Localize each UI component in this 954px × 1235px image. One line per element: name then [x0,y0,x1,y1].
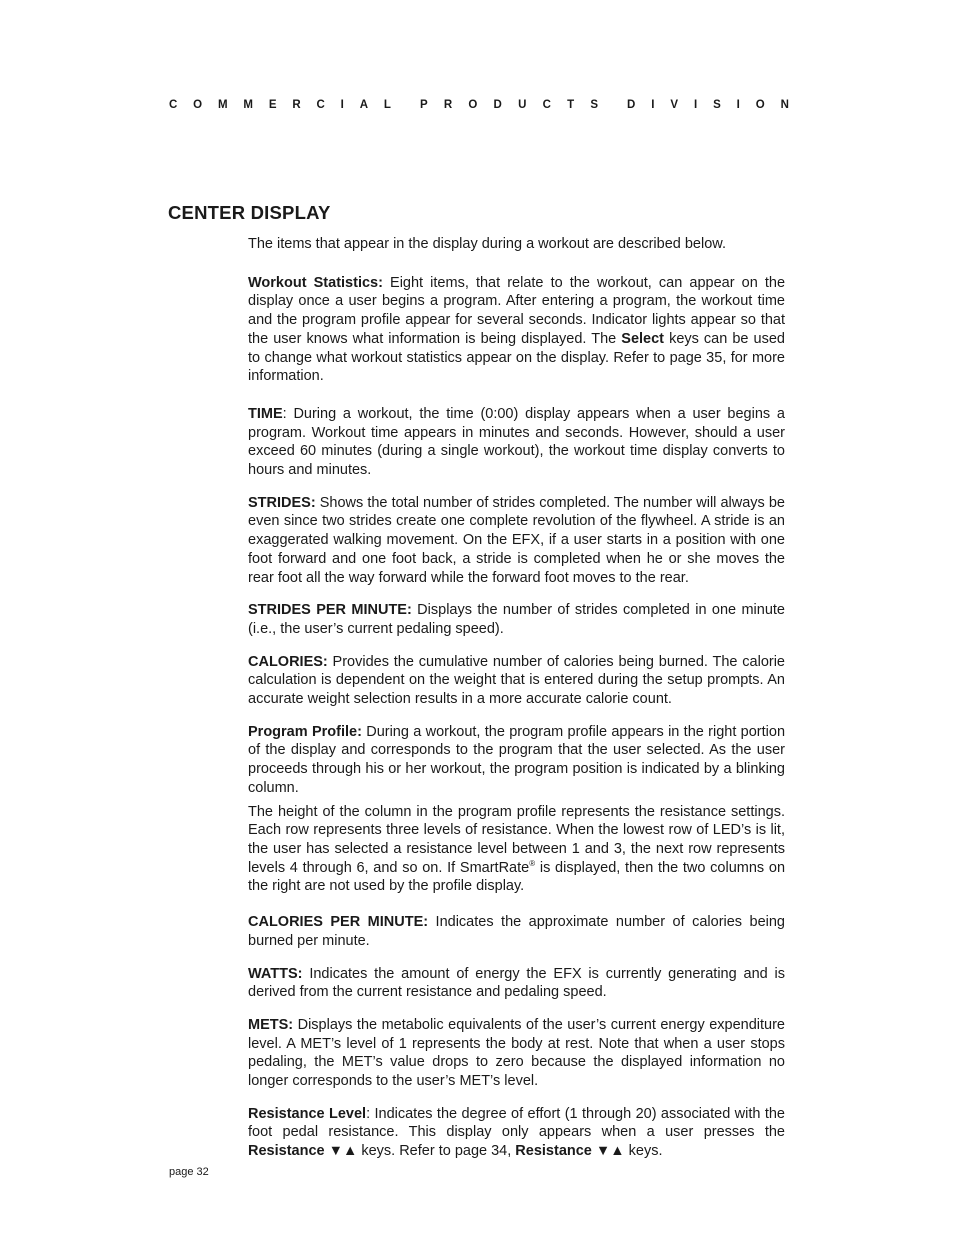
workout-statistics-paragraph [248,274,785,386]
intro-paragraph: The items that appear in the display during a workout are described below. [248,236,726,252]
time-label: TIME [248,405,283,422]
header-letter: D [627,99,636,111]
time-paragraph [248,405,785,480]
running-header [169,99,789,111]
program-profile-text: During a workout, the program profile appears in the right portion of the display and corresponds to the program that the user selected. As the user proceeds through his or her workout, the program position is indicated by a blinking column. [248,723,786,796]
workout-statistics-text-2: keys can be used to change what workout statistics appear on the display. Refer to page 35, for more information. [248,330,785,385]
calories-paragraph [248,653,785,709]
resistance-level-mid: keys. Refer to page 34, [357,1143,516,1160]
header-letter: M [217,99,228,111]
header-letter: D [493,99,502,111]
watts-paragraph [248,965,785,1002]
header-letter: V [670,99,679,111]
header-word-commercial [169,99,391,111]
header-letter: U [518,99,527,111]
header-letter: T [567,99,575,111]
header-letter: I [693,99,698,111]
select-keyword: Select [621,330,665,347]
header-letter: R [443,99,453,111]
header-letter: E [268,99,277,111]
header-word-division [627,99,789,111]
program-profile-text-2b: is displayed, then the two columns on the right are not used by the profile display. [248,859,786,895]
header-letter: S [713,99,721,111]
strides-per-minute-paragraph [248,601,785,638]
calories-per-minute-paragraph [248,913,785,950]
header-letter: S [590,99,598,111]
program-profile-paragraph [248,723,785,798]
registered-mark: ® [529,858,536,868]
mets-paragraph [248,1016,785,1091]
strides-per-minute-text: Displays the number of strides completed in one minute (i.e., the user’s current pedaling speed). [248,602,785,637]
header-letter: R [292,99,301,111]
header-letter: N [780,99,789,111]
header-letter: I [651,99,655,111]
page-number: page 32 [169,1166,209,1178]
mets-text: Displays the metabolic equivalents of the user’s current energy expenditure level. A MET’s level of 1 represents the body at rest. Note that when a user stops pedaling, the MET’s value drops to zero because the displayed information no longer corresponds to the user’s MET’s level. [248,1016,785,1090]
header-letter: C [316,99,325,111]
strides-paragraph [248,494,785,588]
calories-text: Provides the cumulative number of calories being burned. The calorie calculation is dependent on the weight that is entered during the setup prompts. An accurate weight selection results in a more accurate calorie count. [248,653,785,708]
resistance-level-text: : Indicates the degree of effort (1 through 20) associated with the foot pedal resistance. This display only appears when a user presses the [248,1105,785,1141]
section-title: CENTER DISPLAY [168,202,331,223]
strides-label: STRIDES: [248,494,316,511]
calories-label: CALORIES: [248,653,328,670]
watts-text: Indicates the amount of energy the EFX is currently generating and is derived from the current resistance and pedaling speed. [248,965,785,1001]
calories-per-minute-label: CALORIES PER MINUTE: [248,914,429,931]
header-letter: P [420,99,428,111]
resistance-keys-1: Resistance ▼▲ [248,1143,358,1160]
header-letter: A [359,99,369,111]
program-profile-label: Program Profile: [248,723,362,740]
workout-statistics-label: Workout Statistics: [248,274,383,291]
resistance-level-end: keys. [624,1143,663,1160]
strides-per-minute-label: STRIDES PER MINUTE: [248,602,412,619]
header-letter: I [340,99,344,111]
resistance-level-paragraph [248,1105,785,1161]
header-letter: O [468,99,478,111]
program-profile-paragraph-2 [248,803,785,897]
strides-text: Shows the total number of strides completed. The number will always be even since two strides create one complete revolution of the flywheel. A stride is an exaggerated walking movement. On the EFX, if a user starts in a position with one foot forward and one foot back, a stride is completed when he or she moves the rear foot all the way forward while the forward foot moves to the rear. [248,494,785,586]
resistance-level-label: Resistance Level [248,1105,367,1122]
time-text: : During a workout, the time (0:00) display appears when a user begins a program. Workout time appears in minutes and seconds. However, should a user exceed 60 minutes (during a single workout), the workout time display converts to hours and minutes. [248,405,785,479]
workout-statistics-text-1: Eight items, that relate to the workout, can appear on the display once a user begins a program. After entering a program, the workout time and the program profile appear for several seconds. Indicator lights appear so that the user knows what information is being displayed. The [248,274,786,347]
header-letter: L [383,99,391,111]
watts-label: WATTS: [248,965,303,982]
body-content [248,235,785,1161]
header-word-products [420,99,598,111]
header-letter: O [755,99,765,111]
mets-label: METS: [248,1016,294,1033]
header-letter: C [169,99,178,111]
program-profile-text-2a: The height of the column in the program profile represents the resistance settings. Each row represents three levels of resistance. When the lowest row of LED’s is lit, the user has selected a resistance level between 1 and 3, the next row represents levels 4 through 6, and so on. If SmartRate [248,803,785,876]
header-letter: I [736,99,740,111]
header-letter: C [542,99,551,111]
calories-per-minute-text: Indicates the approximate number of calories being burned per minute. [248,914,786,949]
resistance-keys-2: Resistance ▼▲ [515,1143,625,1160]
header-letter: M [243,99,253,111]
header-letter: O [193,99,203,111]
